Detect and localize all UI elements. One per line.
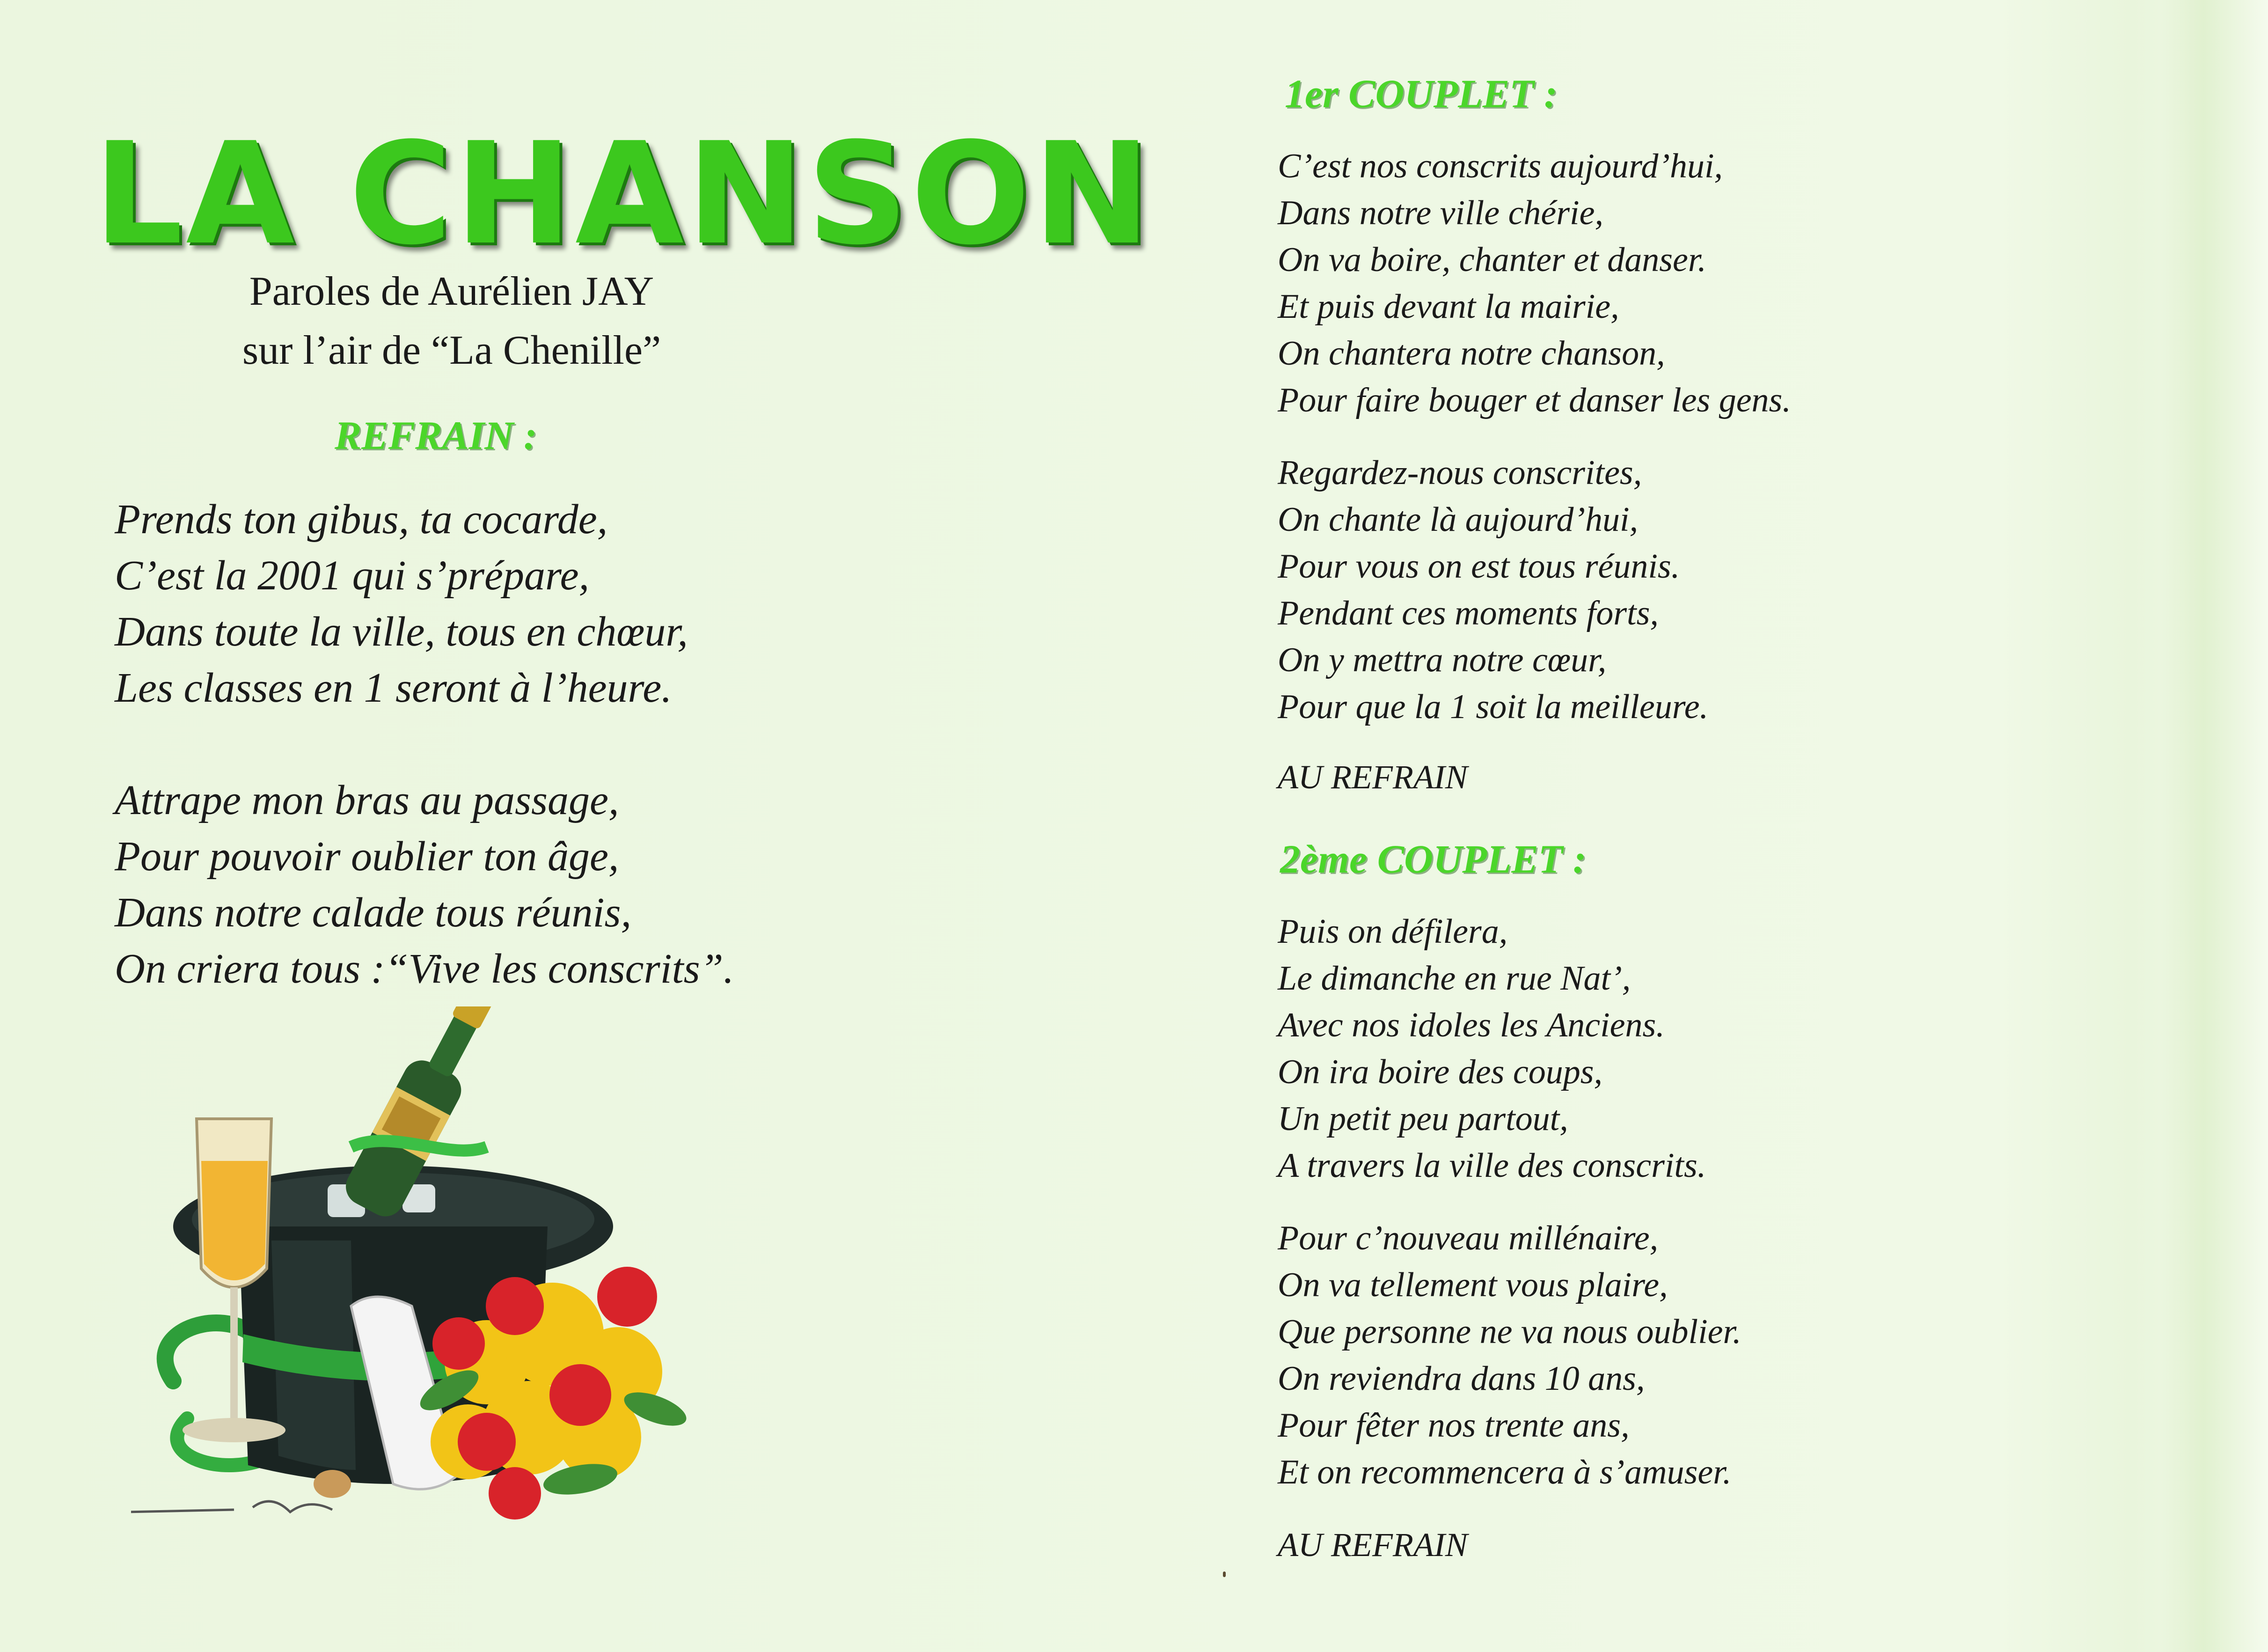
lyric-line: Et puis devant la mairie,	[1278, 287, 1619, 326]
lyric-line: Attrape mon bras au passage,	[115, 777, 619, 823]
refrain-stanza-2	[115, 772, 734, 997]
lyric-line: Pour vous on est tous réunis.	[1278, 547, 1680, 586]
lyrics-author: Paroles de Aurélien JAY	[249, 269, 654, 314]
lyric-line: On criera tous :“Vive les conscrits”.	[115, 946, 734, 992]
paper-speck	[1223, 1571, 1226, 1577]
couplet-2-stanza-1	[1278, 908, 1706, 1189]
lyric-line: Puis on défilera,	[1278, 912, 1508, 951]
champagne-top-hat-bouquet-illustration	[131, 1006, 777, 1549]
lyric-line: Un petit peu partout,	[1278, 1100, 1568, 1138]
refrain-heading: REFRAIN :	[335, 413, 537, 458]
credits	[140, 262, 763, 380]
lyric-line: Dans notre calade tous réunis,	[115, 889, 632, 936]
lyric-line: On y mettra notre cœur,	[1278, 641, 1607, 679]
lyric-line: Avec nos idoles les Anciens.	[1278, 1006, 1665, 1044]
lyric-line: Pour c’nouveau millénaire,	[1278, 1219, 1659, 1257]
lyric-line: On va boire, chanter et danser.	[1278, 241, 1706, 279]
couplet-1-heading: 1er COUPLET :	[1285, 71, 1558, 116]
lyric-line: Les classes en 1 seront à l’heure.	[115, 665, 672, 711]
couplet-2-stanza-2	[1278, 1215, 1741, 1496]
couplet-2-chorus-ref: AU REFRAIN	[1278, 1526, 1468, 1564]
lyric-line: Prends ton gibus, ta cocarde,	[115, 496, 608, 543]
lyric-line: Le dimanche en rue Nat’,	[1278, 959, 1631, 998]
lyric-line: C’est nos conscrits aujourd’hui,	[1278, 147, 1723, 185]
couplet-1-stanza-2	[1278, 449, 1708, 730]
refrain-stanza-1	[115, 492, 688, 716]
couplet-1-chorus-ref: AU REFRAIN	[1278, 758, 1468, 796]
lyric-line: Et on recommencera à s’amuser.	[1278, 1453, 1732, 1491]
lyric-line: Regardez-nous conscrites,	[1278, 454, 1642, 492]
lyric-line: Dans toute la ville, tous en chœur,	[115, 609, 688, 655]
page-edge-shading	[2160, 0, 2268, 1652]
lyric-line: Pour fêter nos trente ans,	[1278, 1406, 1630, 1445]
lyric-line: Pour faire bouger et danser les gens.	[1278, 381, 1791, 419]
lyric-line: Pour que la 1 soit la meilleure.	[1278, 688, 1709, 726]
lyric-line: C’est la 2001 qui s’prépare,	[115, 552, 590, 599]
lyric-line: On ira boire des coups,	[1278, 1053, 1603, 1091]
couplet-1-stanza-1	[1278, 143, 1791, 424]
lyric-line: Pour pouvoir oublier ton âge,	[115, 833, 619, 880]
lyric-line: On chante là aujourd’hui,	[1278, 500, 1639, 539]
lyric-line: Dans notre ville chérie,	[1278, 194, 1603, 232]
tune-reference: sur l’air de “La Chenille”	[242, 328, 661, 373]
lyric-line: On reviendra dans 10 ans,	[1278, 1359, 1645, 1398]
lyric-line: On chantera notre chanson,	[1278, 334, 1665, 373]
lyric-line: On va tellement vous plaire,	[1278, 1266, 1668, 1304]
lyric-line: Pendant ces moments forts,	[1278, 594, 1659, 632]
couplet-2-heading: 2ème COUPLET :	[1280, 837, 1587, 881]
lyric-line: A travers la ville des conscrits.	[1278, 1146, 1706, 1185]
page-title: LA CHANSON	[94, 112, 1154, 276]
lyric-line: Que personne ne va nous oublier.	[1278, 1313, 1741, 1351]
